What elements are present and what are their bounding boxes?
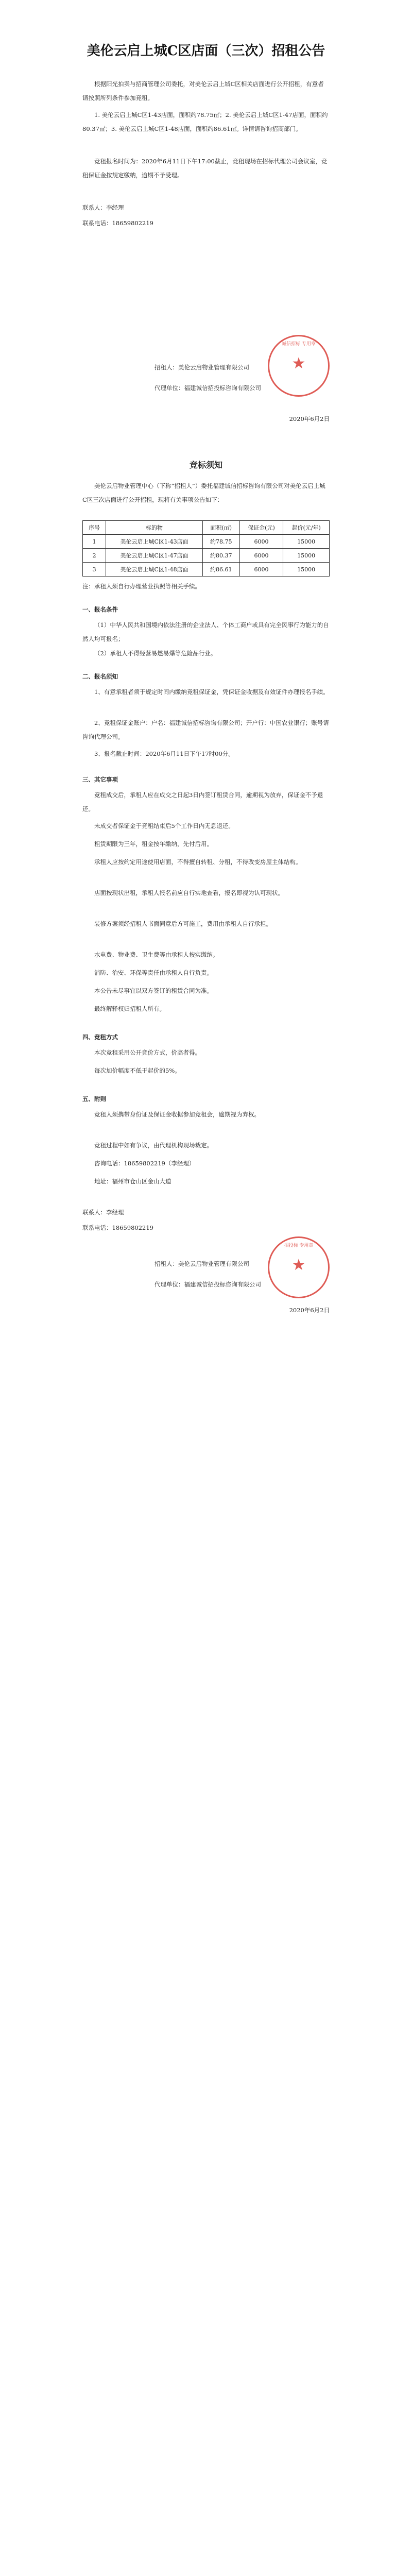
table-cell: 3 <box>83 563 106 577</box>
section-3-item: 租赁期限为三年，租金按年缴纳，先付后用。 <box>94 840 213 848</box>
agency-signature: 代理单位：福建诚信招投标咨询有限公司 <box>154 384 261 392</box>
contact-phone: 联系电话：18659802219 <box>82 219 153 227</box>
table-header: 起价(元/年) <box>283 521 330 535</box>
table-cell: 美伦云启上城C区1-48店面 <box>106 563 203 577</box>
table-cell: 1 <box>83 535 106 549</box>
section-2-item: 3、报名截止时间：2020年6月11日下午17时00分。 <box>94 750 234 757</box>
table-header: 序号 <box>83 521 106 535</box>
star-icon: ★ <box>291 1256 306 1274</box>
table-cell: 约86.61 <box>202 563 239 577</box>
page-title: 美伦云启上城C区店面（三次）招租公告 <box>87 43 325 59</box>
table-cell: 美伦云启上城C区1-43店面 <box>106 535 203 549</box>
bidding-intro: 美伦云启物业管理中心（下称“招租人”）委托福建诚信招标咨询有限公司对美伦云启上城C区三次店面进行公开招租，现将有关事项公告如下： <box>82 482 325 503</box>
section-1-item: （1）中华人民共和国境内依法注册的企业法人、个体工商户或具有完全民事行为能力的自然人均可报名； <box>82 621 329 642</box>
section-1-item: （2）承租人不得经营易燃易爆等危险品行业。 <box>94 650 217 657</box>
section-3-item: 最终解释权归招租人所有。 <box>94 1005 165 1012</box>
table-row <box>83 535 330 549</box>
table-cell: 6000 <box>239 535 283 549</box>
table-header: 标的物 <box>106 521 203 535</box>
red-seal-stamp-2: 招投标 专用章 ★ <box>268 1236 330 1298</box>
table-note: 注：承租人须自行办理营业执照等相关手续。 <box>82 583 201 590</box>
table-cell: 2 <box>83 549 106 563</box>
red-seal-stamp: 诚信招标 专用章 ★ <box>268 335 330 397</box>
table-cell: 约78.75 <box>202 535 239 549</box>
table-row <box>83 563 330 577</box>
section-2-item: 1、有意承租者须于规定时间内缴纳竞租保证金，凭保证金收据及有效证件办理报名手续。 <box>94 688 329 696</box>
table-header-row <box>83 521 330 535</box>
star-icon: ★ <box>291 354 306 372</box>
section-4-item: 本次竞租采用公开竞价方式，价高者得。 <box>94 1049 201 1056</box>
table-cell: 6000 <box>239 549 283 563</box>
deadline-paragraph: 竞租报名时间为：2020年6月11日下午17:00截止，竞租现场在招标代理公司会议室，竞租保证金按规定缴纳，逾期不予受理。 <box>82 158 328 179</box>
section-5-item: 竞租过程中如有争议，由代理机构现场裁定。 <box>94 1142 213 1149</box>
section-4-item: 每次加价幅度不低于起价的5%。 <box>94 1067 181 1074</box>
table-cell: 15000 <box>283 535 330 549</box>
lots-paragraph: 1. 美伦云启上城C区1-43店面，面积约78.75㎡；2. 美伦云启上城C区1-47店面，面积约80.37㎡；3. 美伦云启上城C区1-48店面，面积约86.61㎡。详情请咨询招商部门。 <box>82 111 328 132</box>
table-row <box>83 549 330 563</box>
section-3-item: 未成交者保证金于竞租结束后5个工作日内无息退还。 <box>94 822 234 829</box>
table-cell: 15000 <box>283 563 330 577</box>
section-5-item: 咨询电话：18659802219（李经理） <box>94 1160 195 1167</box>
section-3-item: 装修方案须经招租人书面同意后方可施工，费用由承租人自行承担。 <box>94 920 272 927</box>
section-heading-5: 五、附则 <box>82 1095 106 1103</box>
contact-person: 联系人：李经理 <box>82 204 124 211</box>
table-cell: 15000 <box>283 549 330 563</box>
section-2-item: 2、竞租保证金账户：户名：福建诚信招标咨询有限公司；开户行：中国农业银行；账号请咨询代理公司。 <box>82 719 329 740</box>
section-5-item: 地址：福州市仓山区金山大道 <box>94 1178 171 1185</box>
section-heading-1: 一、报名条件 <box>82 606 118 613</box>
section-3-item: 消防、治安、环保等责任由承租人自行负责。 <box>94 969 213 976</box>
section-heading-2: 二、报名须知 <box>82 673 118 680</box>
lessor-signature: 招租人：美伦云启物业管理有限公司 <box>154 364 249 371</box>
lessor-signature-2: 招租人：美伦云启物业管理有限公司 <box>154 1260 249 1267</box>
notice-date: 2020年6月2日 <box>289 415 330 422</box>
table-header: 面积(㎡) <box>202 521 239 535</box>
section-3-item: 竞租成交后，承租人应在成交之日起3日内签订租赁合同，逾期视为放弃，保证金不予退还。 <box>82 791 323 812</box>
section-5-item: 竞租人须携带身份证及保证金收据参加竞租会，逾期视为弃权。 <box>94 1111 260 1118</box>
section-3-item: 店面按现状出租，承租人报名前应自行实地查看，报名即视为认可现状。 <box>94 889 284 896</box>
section-3-item: 承租人应按约定用途使用店面，不得擅自转租、分租，不得改变房屋主体结构。 <box>94 858 302 866</box>
contact-phone-2: 联系电话：18659802219 <box>82 1224 153 1231</box>
section-3-item: 水电费、物业费、卫生费等由承租人按实缴纳。 <box>94 951 219 958</box>
table-header: 保证金(元) <box>239 521 283 535</box>
table-cell: 约80.37 <box>202 549 239 563</box>
agency-signature-2: 代理单位：福建诚信招投标咨询有限公司 <box>154 1281 261 1288</box>
table-cell: 6000 <box>239 563 283 577</box>
lots-table <box>82 520 330 577</box>
section-heading-bidding: 竞标须知 <box>189 460 222 470</box>
table-cell: 美伦云启上城C区1-47店面 <box>106 549 203 563</box>
section-heading-3: 三、其它事项 <box>82 776 118 783</box>
section-heading-4: 四、竞租方式 <box>82 1033 118 1041</box>
intro-paragraph: 根据阳光拍卖与招商管理公司委托，对美伦云启上城C区相关店面进行公开招租，有意者请按照所列条件参加竞租。 <box>82 80 324 101</box>
notice-date-2: 2020年6月2日 <box>289 1307 330 1314</box>
contact-person-2: 联系人：李经理 <box>82 1209 124 1216</box>
section-3-item: 本公告未尽事宜以双方签订的租赁合同为准。 <box>94 987 213 994</box>
